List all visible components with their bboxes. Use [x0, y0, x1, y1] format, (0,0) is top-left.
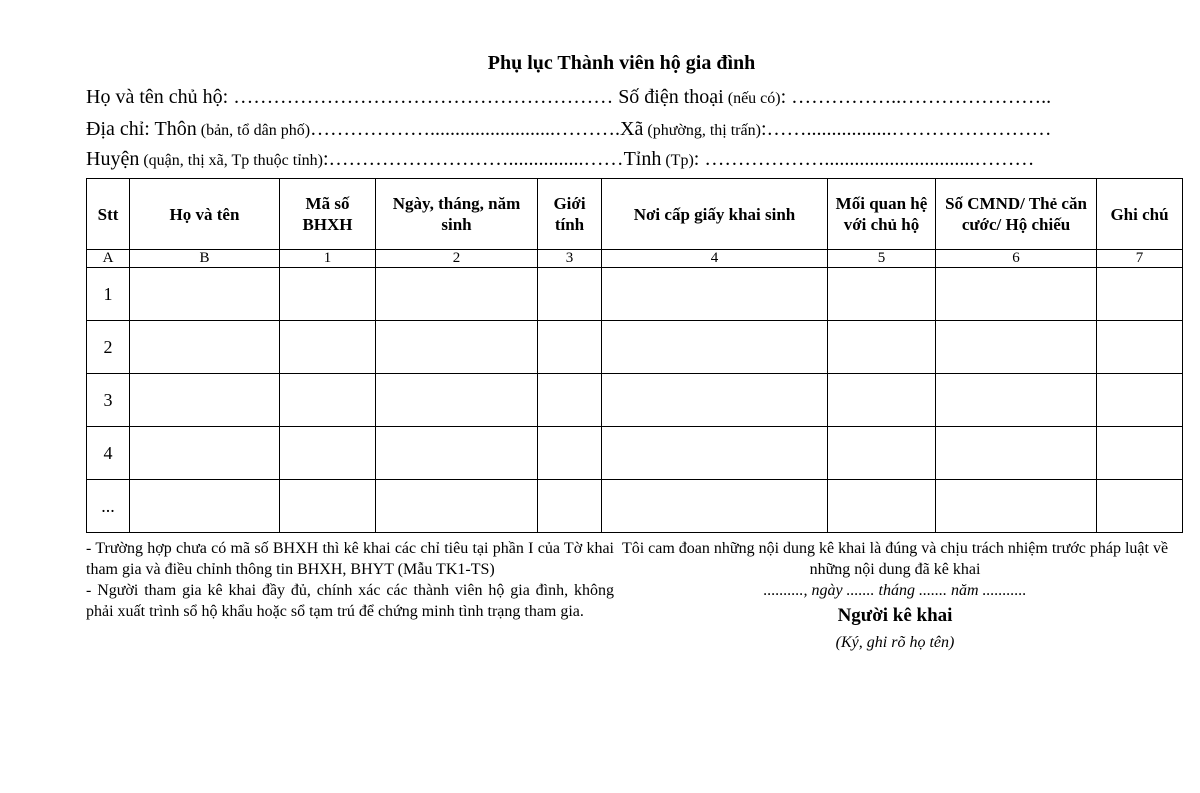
row-number: 4	[87, 427, 130, 480]
index-cell: 5	[828, 250, 936, 268]
social-insurance-code-cell[interactable]	[280, 268, 376, 321]
relationship-cell[interactable]	[828, 374, 936, 427]
id-number-cell[interactable]	[936, 480, 1097, 533]
social-insurance-code-cell[interactable]	[280, 480, 376, 533]
phone-note: (nếu có)	[723, 90, 781, 107]
relationship-cell[interactable]	[828, 321, 936, 374]
header-id-number: Số CMND/ Thẻ căn cước/ Hộ chiếu	[936, 179, 1097, 250]
notes-cell[interactable]	[1097, 321, 1183, 374]
gender-cell[interactable]	[538, 480, 602, 533]
household-members-table	[86, 178, 1183, 533]
id-number-cell[interactable]	[936, 427, 1097, 480]
relationship-cell[interactable]	[828, 427, 936, 480]
id-number-cell[interactable]	[936, 321, 1097, 374]
full-name-cell[interactable]	[130, 374, 280, 427]
head-of-household-line	[86, 86, 1051, 109]
notes-cell[interactable]	[1097, 427, 1183, 480]
birth-certificate-place-cell[interactable]	[602, 321, 828, 374]
notes-section	[86, 538, 614, 622]
header-social-insurance-code: Mã số BHXH	[280, 179, 376, 250]
district-note: (quận, thị xã, Tp thuộc tỉnh)	[139, 152, 323, 169]
header-relationship: Mối quan hệ với chủ hộ	[828, 179, 936, 250]
phone-label: Số điện thoại	[613, 86, 724, 108]
table-header-row	[87, 179, 1183, 250]
province-label: Tỉnh	[623, 148, 662, 170]
row-number: 2	[87, 321, 130, 374]
header-notes: Ghi chú	[1097, 179, 1183, 250]
full-name-cell[interactable]	[130, 321, 280, 374]
date-of-birth-cell[interactable]	[376, 427, 538, 480]
commune-note: (phường, thị trấn)	[643, 122, 761, 139]
birth-certificate-place-cell[interactable]	[602, 427, 828, 480]
district-line	[86, 148, 1034, 171]
district-label: Huyện	[86, 148, 140, 170]
province-note: (Tp)	[661, 152, 694, 169]
birth-certificate-place-cell[interactable]	[602, 268, 828, 321]
note-missing-code: - Trường hợp chưa có mã số BHXH thì kê khai các chỉ tiêu tại phần I của Tờ khai tham gia và điều chỉnh thông tin BHXH, BHYT (Mẫu TK1-TS)	[86, 540, 614, 578]
address-line	[86, 118, 1052, 141]
column-index-row	[87, 250, 1183, 268]
row-number: 3	[87, 374, 130, 427]
notes-cell[interactable]	[1097, 268, 1183, 321]
gender-cell[interactable]	[538, 268, 602, 321]
header-birth-certificate-place: Nơi cấp giấy khai sinh	[602, 179, 828, 250]
notes-cell[interactable]	[1097, 480, 1183, 533]
id-number-cell[interactable]	[936, 374, 1097, 427]
header-full-name: Họ và tên	[130, 179, 280, 250]
social-insurance-code-cell[interactable]	[280, 321, 376, 374]
gender-cell[interactable]	[538, 374, 602, 427]
header-gender: Giới tính	[538, 179, 602, 250]
table-row	[87, 268, 1183, 321]
village-field[interactable]: ……………….........................……….	[310, 118, 621, 140]
birth-certificate-place-cell[interactable]	[602, 480, 828, 533]
row-number: ...	[87, 480, 130, 533]
province-field[interactable]: : ………………..............................………	[693, 148, 1035, 170]
head-of-household-field[interactable]: …………………………………………………	[228, 86, 614, 108]
signer-title: Người kê khai	[837, 605, 953, 626]
address-note: (bản, tổ dân phố)	[196, 122, 311, 139]
commune-label: Xã	[620, 118, 644, 140]
header-date-of-birth: Ngày, tháng, năm sinh	[376, 179, 538, 250]
date-of-birth-cell[interactable]	[376, 480, 538, 533]
head-of-household-label: Họ và tên chủ hộ:	[86, 86, 229, 108]
index-cell: 7	[1097, 250, 1183, 268]
social-insurance-code-cell[interactable]	[280, 374, 376, 427]
full-name-cell[interactable]	[130, 427, 280, 480]
date-of-birth-cell[interactable]	[376, 374, 538, 427]
form-title: Phụ lục Thành viên hộ gia đình	[487, 52, 756, 74]
date-line[interactable]: .........., ngày ....... tháng ....... năm ...........	[763, 582, 1027, 599]
id-number-cell[interactable]	[936, 268, 1097, 321]
note-complete-declaration: - Người tham gia kê khai đầy đủ, chính xác các thành viên hộ gia đình, không phải xuất trình sổ hộ khẩu hoặc sổ tạm trú để chứng minh tình trạng tham gia.	[86, 582, 614, 620]
district-field[interactable]: :………………………...............……	[323, 148, 624, 170]
table-row	[87, 374, 1183, 427]
index-cell: 6	[936, 250, 1097, 268]
relationship-cell[interactable]	[828, 480, 936, 533]
header-stt: Stt	[87, 179, 130, 250]
index-cell: B	[130, 250, 280, 268]
notes-cell[interactable]	[1097, 374, 1183, 427]
index-cell: 1	[280, 250, 376, 268]
index-cell: 3	[538, 250, 602, 268]
table-row	[87, 321, 1183, 374]
table-row	[87, 427, 1183, 480]
row-number: 1	[87, 268, 130, 321]
index-cell: 2	[376, 250, 538, 268]
phone-field[interactable]: : ……………..…………………..	[780, 86, 1052, 108]
table-row	[87, 480, 1183, 533]
index-cell: A	[87, 250, 130, 268]
commune-field[interactable]: :…….................……………………	[760, 118, 1052, 140]
address-label: Địa chỉ: Thôn	[86, 118, 197, 140]
birth-certificate-place-cell[interactable]	[602, 374, 828, 427]
declaration-statement: Tôi cam đoan những nội dung kê khai là đúng và chịu trách nhiệm trước pháp luật về những nội dung đã kê khai	[621, 540, 1169, 578]
signature-note: (Ký, ghi rõ họ tên)	[835, 634, 955, 651]
full-name-cell[interactable]	[130, 268, 280, 321]
full-name-cell[interactable]	[130, 480, 280, 533]
gender-cell[interactable]	[538, 427, 602, 480]
date-of-birth-cell[interactable]	[376, 321, 538, 374]
declaration-section	[620, 538, 1170, 653]
relationship-cell[interactable]	[828, 268, 936, 321]
social-insurance-code-cell[interactable]	[280, 427, 376, 480]
gender-cell[interactable]	[538, 321, 602, 374]
date-of-birth-cell[interactable]	[376, 268, 538, 321]
index-cell: 4	[602, 250, 828, 268]
